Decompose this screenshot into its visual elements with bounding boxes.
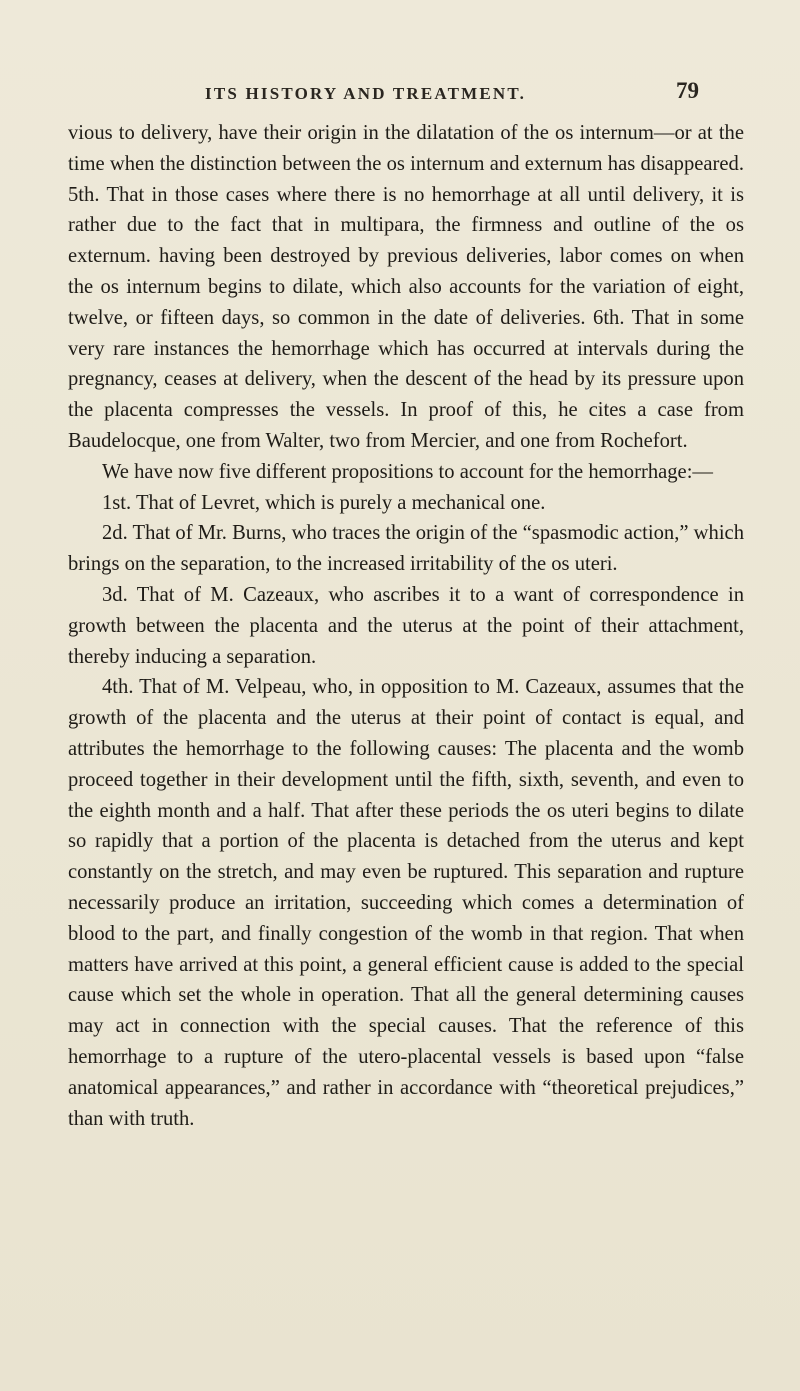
paragraph-velpeau: 4th. That of M. Velpeau, who, in opposition to M. Cazeaux, assumes that the growth of the placenta and the uterus at their point of contact is equal, and attributes the hemorrhage to the following causes: The placenta and the womb proceed together in their development until the fifth, sixth, seventh, and even to the eighth month and a half. That after these periods the os uteri begins to dilate so rapidly that a portion of the placenta is detached from the uterus and kept constantly on the stretch, and may even be ruptured. This separation and rupture necessarily produce an irritation, succeeding which comes a determination of blood to the part, and finally congestion of the womb in that region. That when matters have arrived at this point, a general efficient cause is added to the special cause which set the whole in operation. That all the general determining causes may act in connection with the special causes. That the reference of this hemorrhage to a rupture of the utero-placental vessels is based upon “false anatomical appearances,” and rather in accordance with “theoretical prejudices,” than with truth. bbox=[68, 676, 744, 1130]
paragraph-continuation: vious to delivery, have their origin in the dilatation of the os internum—or at the time when the distinction between the os internum and externum has disappeared. 5th. That in those cases where there is no hemorrhage at all until delivery, it is rather due to the fact that in multipara, the firmness and outline of the os externum. having been destroyed by previous deliveries, labor comes on when the os internum begins to dilate, which also accounts for the variation of eight, twelve, or fifteen days, so common in the date of deliveries. 6th. That in some very rare instances the hemorrhage which has occurred at intervals during the pregnancy, ceases at delivery, when the descent of the head by its pressure upon the placenta compresses the vessels. In proof of this, he cites a case from Baudelocque, one from Walter, two from Mercier, and one from Rochefort. bbox=[68, 122, 744, 452]
page-number: 79 bbox=[676, 78, 699, 103]
paragraph-burns: 2d. That of Mr. Burns, who traces the origin of the “spasmodic action,” which brings on the separation, to the increased irritability of the os uteri. bbox=[68, 522, 744, 576]
paragraph-levret: 1st. That of Levret, which is purely a mechanical one. bbox=[102, 491, 546, 514]
running-title: ITS HISTORY AND TREATMENT. bbox=[205, 84, 527, 103]
paragraph-cazeaux: 3d. That of M. Cazeaux, who ascribes it to a want of correspondence in growth between the placenta and the uterus at the point of their attachment, thereby inducing a separation. bbox=[68, 583, 744, 668]
paragraph-propositions-intro: We have now five different propositions to account for the hemorrhage:— bbox=[102, 460, 714, 483]
page-header bbox=[0, 78, 800, 108]
body-text bbox=[68, 118, 744, 1134]
